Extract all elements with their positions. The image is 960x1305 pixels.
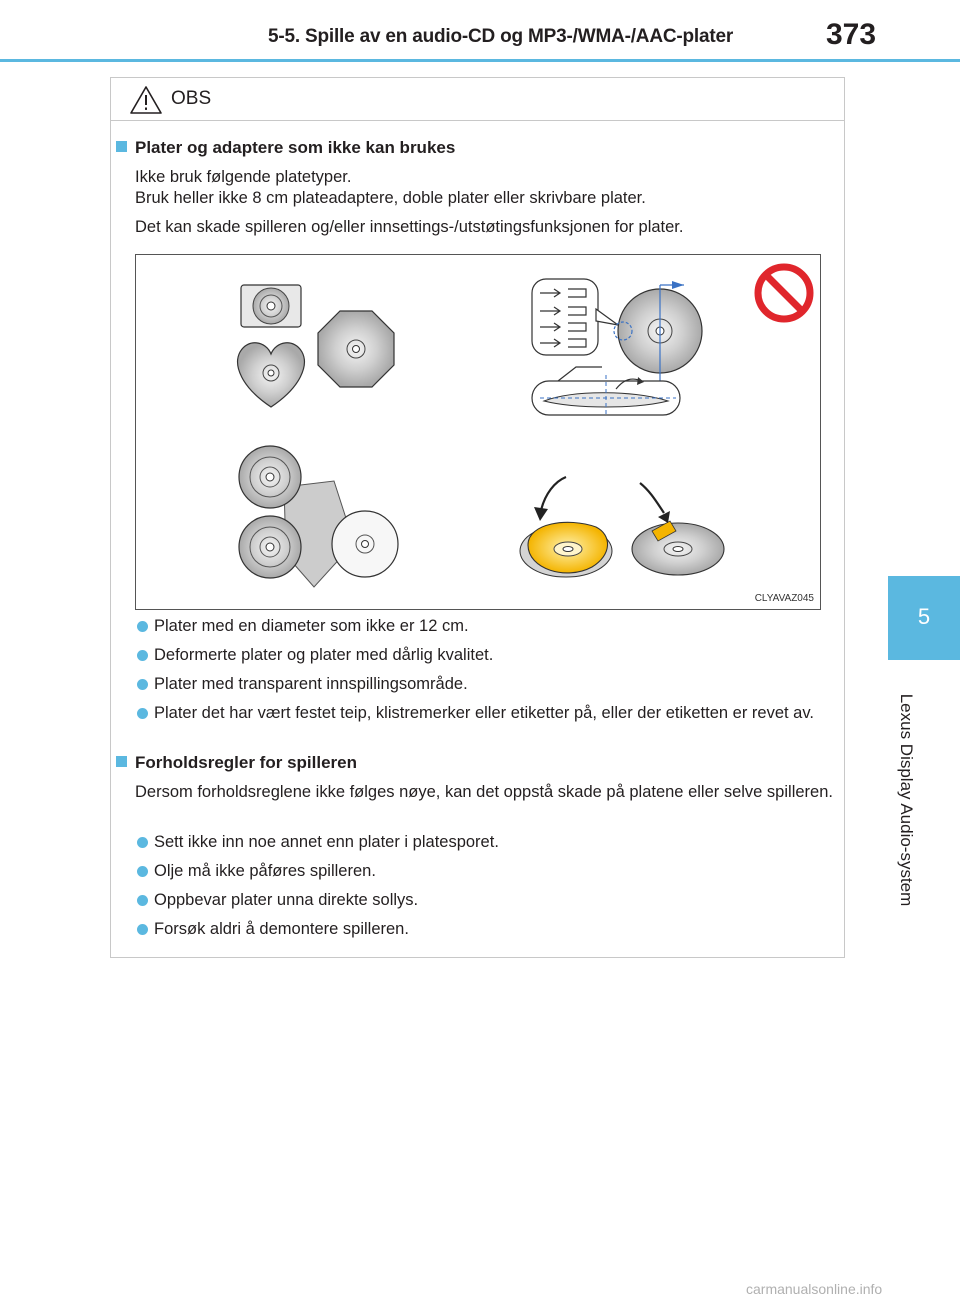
taped-disc-icon: [632, 483, 724, 575]
list-item: Plater med en diameter som ikke er 12 cm.: [137, 616, 839, 637]
heart-disc-icon: [238, 343, 305, 407]
header-title: 5-5. Spille av en audio-CD og MP3-/WMA-/AAC-plater: [268, 26, 734, 47]
paragraph: Dersom forholdsreglene ikke følges nøye, kan det oppstå skade på platene eller selve spilleren.: [135, 783, 833, 801]
prohibition-icon: [758, 267, 810, 319]
chapter-tab[interactable]: [888, 576, 960, 660]
octagon-disc-icon: [318, 311, 394, 387]
list-item: Plater det har vært festet teip, klistremerker eller etiketter på, eller der etiketten er revet av.: [137, 703, 839, 724]
round-bullet-icon: [137, 708, 148, 719]
figure-code: CLYAVAZ045: [754, 593, 814, 604]
square-disc-icon: [241, 285, 301, 327]
chapter-number: 5: [917, 604, 931, 629]
paragraph-line: Bruk heller ikke 8 cm plateadaptere, doble plater eller skrivbare plater.: [135, 189, 646, 207]
square-bullet-icon: [116, 756, 127, 767]
list-item: Sett ikke inn noe annet enn plater i platesporet.: [137, 832, 839, 853]
notice-header: [111, 78, 844, 121]
notice-label: OBS: [171, 88, 212, 109]
chapter-label-container: [894, 672, 914, 932]
round-bullet-icon: [137, 650, 148, 661]
chapter-label: Lexus Display Audio-system: [897, 693, 916, 907]
section-title-text: Forholdsregler for spilleren: [135, 753, 357, 772]
round-bullet-icon: [137, 679, 148, 690]
warning-triangle-icon: [129, 85, 163, 115]
paragraph-line: Ikke bruk følgende platetyper.: [135, 168, 352, 186]
round-bullet-icon: [137, 924, 148, 935]
disc-defect-detail: [532, 279, 702, 417]
section-title-player-precautions: [116, 753, 357, 773]
watermark: carmanualsonline.info: [746, 1281, 883, 1297]
peeling-label-disc-icon: [520, 477, 612, 577]
list-item: Forsøk aldri å demontere spilleren.: [137, 919, 839, 940]
round-bullet-icon: [137, 895, 148, 906]
round-bullet-icon: [137, 837, 148, 848]
disc-adapter-stack-icon: [239, 446, 398, 587]
list-item: Olje må ikke påføres spilleren.: [137, 861, 839, 882]
list-item: Plater med transparent innspillingsområde.: [137, 674, 839, 695]
unusable-discs-illustration: [135, 254, 821, 610]
list-item: Oppbevar plater unna direkte sollys.: [137, 890, 839, 911]
page-number: 373: [826, 18, 877, 51]
section-title-unusable-discs: [116, 138, 455, 158]
header-rule: [0, 59, 960, 62]
round-bullet-icon: [137, 866, 148, 877]
section-title-text: Plater og adaptere som ikke kan brukes: [135, 138, 456, 157]
list-item: Deformerte plater og plater med dårlig kvalitet.: [137, 645, 839, 666]
paragraph-line: Det kan skade spilleren og/eller innsettings-/utstøtingsfunksjonen for plater.: [135, 218, 684, 236]
square-bullet-icon: [116, 141, 127, 152]
round-bullet-icon: [137, 621, 148, 632]
illustration-svg: [136, 255, 820, 609]
